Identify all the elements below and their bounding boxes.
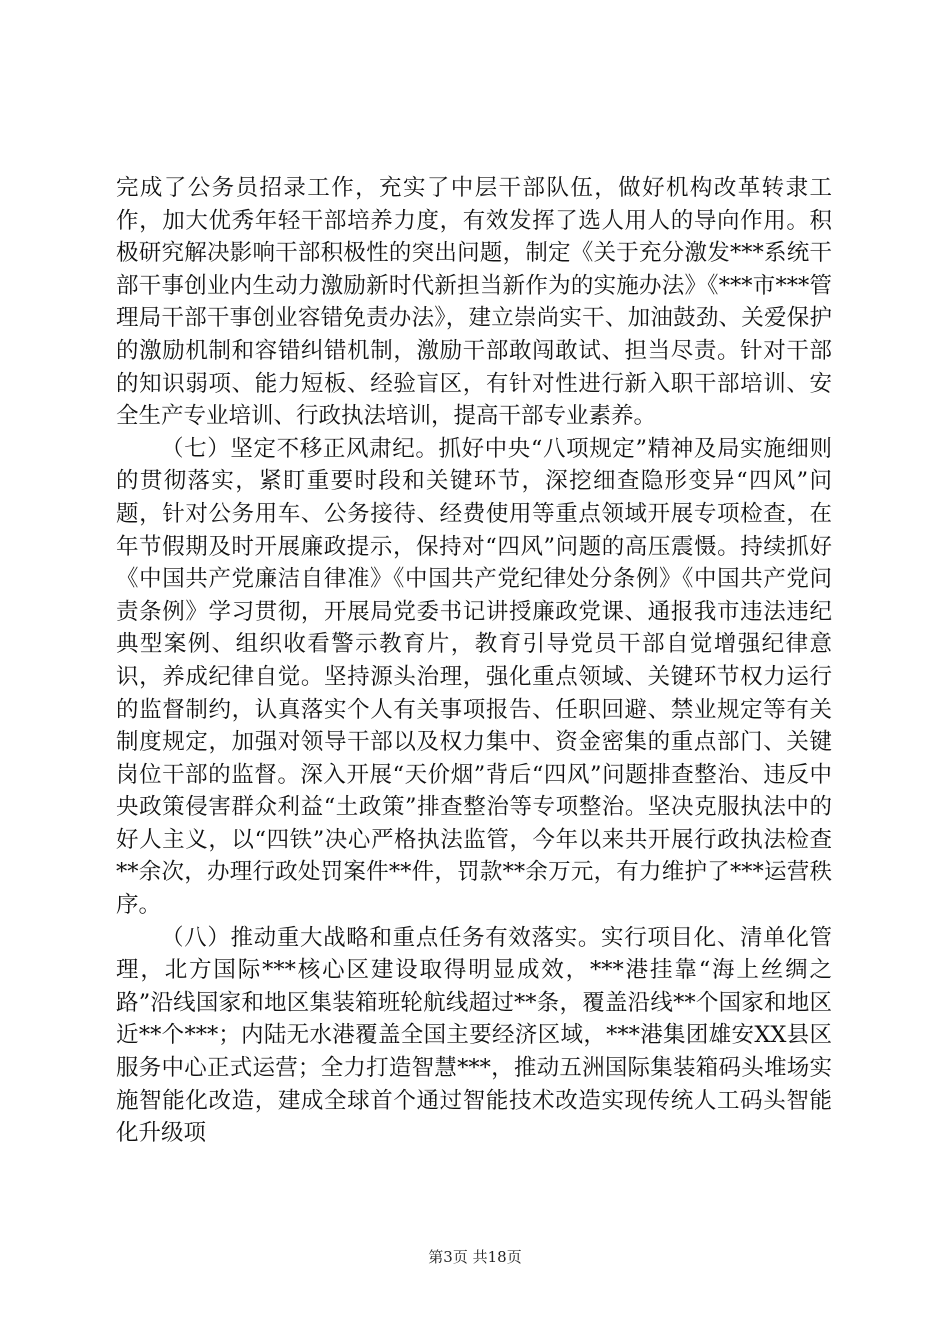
page-number: 第3页 共18页: [428, 1248, 522, 1266]
paragraph-section-7: （七）坚定不移正风肃纪。抓好中央“八项规定”精神及局实施细则的贯彻落实，紧盯重要时段和关键环节，深挖细查隐形变异“四风”问题，针对公务用车、公务接待、经费使用等重点领域开展专项检查，在年节假期及时开展廉政提示，保持对“四风”问题的高压震慑。持续抓好《中国共产党廉洁自律准》《中国共产党纪律处分条例》《中国共产党问责条例》学习贯彻，开展局党委书记讲授廉政党课、通报我市违法违纪典型案例、组织收看警示教育片，教育引导党员干部自觉增强纪律意识，养成纪律自觉。坚持源头治理，强化重点领域、关键环节权力运行的监督制约，认真落实个人有关事项报告、任职回避、禁业规定等有关制度规定，加强对领导干部以及权力集中、资金密集的重点部门、关键岗位干部的监督。深入开展“天价烟”背后“四风”问题排查整治、违反中央政策侵害群众利益“土政策”排查整治等专项整治。坚决克服执法中的好人主义，以“四铁”决心严格执法监管，今年以来共开展行政执法检查**余次，办理行政处罚案件**件，罚款**余万元，有力维护了***运营秩序。: [116, 435, 832, 919]
paragraph-section-8: （八）推动重大战略和重点任务有效落实。实行项目化、清单化管理，北方国际***核心区建设取得明显成效，***港挂靠“海上丝绸之路”沿线国家和地区集装箱班轮航线超过**条，覆盖沿线**个国家和地区近**个***；内陆无水港覆盖全国主要经济区域，***港集团雄安XX县区服务中心正式运营；全力打造智慧***，推动五洲国际集装箱码头堆场实施智能化改造，建成全球首个通过智能技术改造实现传统人工码头智能化升级项: [116, 924, 832, 1147]
document-body: [116, 172, 832, 1150]
paragraph-continued: 完成了公务员招录工作，充实了中层干部队伍，做好机构改革转隶工作，加大优秀年轻干部培养力度，有效发挥了选人用人的导向作用。积极研究解决影响干部积极性的突出问题，制定《关于充分激发***系统干部干事创业内生动力激励新时代新担当新作为的实施办法》《***市***管理局干部干事创业容错免责办法》，建立崇尚实干、加油鼓劲、关爱保护的激励机制和容错纠错机制，激励干部敢闯敢试、担当尽责。针对干部的知识弱项、能力短板、经验盲区，有针对性进行新入职干部培训、安全生产专业培训、行政执法培训，提高干部专业素养。: [116, 175, 832, 430]
